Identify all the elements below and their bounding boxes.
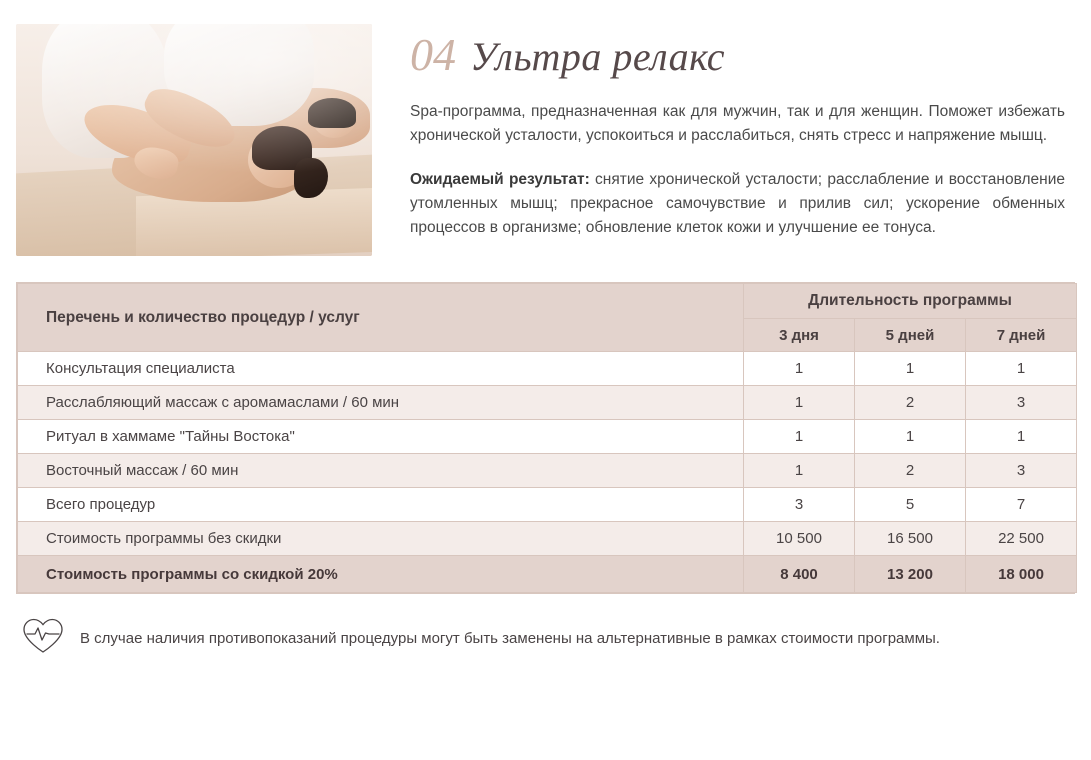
table-row — [18, 386, 1077, 420]
table-row — [18, 488, 1077, 522]
table-row — [18, 454, 1077, 488]
row-value-3-days: 1 — [744, 454, 855, 488]
programs-table-wrapper — [16, 282, 1075, 594]
row-value-7-days: 3 — [966, 454, 1077, 488]
column-header-5-days: 5 дней — [855, 319, 966, 352]
row-value-5-days: 1 — [855, 352, 966, 386]
header-section — [0, 0, 1091, 256]
table-row — [18, 420, 1077, 454]
row-label: Всего процедур — [18, 488, 744, 522]
row-value-7-days: 3 — [966, 386, 1077, 420]
row-label: Стоимость программы без скидки — [18, 522, 744, 556]
row-value-7-days: 22 500 — [966, 522, 1077, 556]
column-header-7-days: 7 дней — [966, 319, 1077, 352]
column-header-duration: Длительность программы — [744, 284, 1077, 319]
table-row — [18, 352, 1077, 386]
row-value-5-days: 2 — [855, 386, 966, 420]
row-value-3-days: 3 — [744, 488, 855, 522]
heartbeat-icon — [20, 616, 66, 661]
table-row-total-discount — [18, 556, 1077, 593]
intro-paragraph: Spa-программа, предназначенная как для мужчин, так и для женщин. Поможет избежать хронической усталости, успокоиться и расслабиться, снять стресс и напряжение мышц. — [410, 103, 1065, 145]
row-label: Консультация специалиста — [18, 352, 744, 386]
result-label: Ожидаемый результат: — [410, 171, 590, 189]
row-value-7-days: 18 000 — [966, 556, 1077, 593]
row-value-3-days: 8 400 — [744, 556, 855, 593]
page-title-row — [410, 29, 1065, 80]
program-number: 04 — [410, 29, 456, 80]
column-header-services: Перечень и количество процедур / услуг — [18, 284, 744, 352]
row-value-5-days: 2 — [855, 454, 966, 488]
table-head-row-1 — [18, 284, 1077, 319]
row-value-3-days: 1 — [744, 352, 855, 386]
table-body — [18, 352, 1077, 593]
row-value-5-days: 5 — [855, 488, 966, 522]
row-value-5-days: 16 500 — [855, 522, 966, 556]
result-text: снятие хронической усталости; расслабление и восстановление утомленных мышц; прекрасное самочувствие и прилив сил; ускорение обменных процессов в организме; обновление клеток кожи и улучшение ее тонуса. — [410, 171, 1065, 237]
row-label: Восточный массаж / 60 мин — [18, 454, 744, 488]
row-label: Ритуал в хаммаме "Тайны Востока" — [18, 420, 744, 454]
result-paragraph — [410, 168, 1065, 240]
row-value-3-days: 1 — [744, 386, 855, 420]
row-label: Стоимость программы со скидкой 20% — [18, 556, 744, 593]
footnote-text: В случае наличия противопоказаний процедуры могут быть заменены на альтернативные в рамках стоимости программы. — [80, 630, 940, 647]
column-header-3-days: 3 дня — [744, 319, 855, 352]
headline-block — [372, 24, 1075, 256]
programs-table — [17, 283, 1077, 593]
photo-light-glow — [16, 24, 372, 256]
row-value-7-days: 1 — [966, 420, 1077, 454]
table-row — [18, 522, 1077, 556]
row-value-3-days: 10 500 — [744, 522, 855, 556]
row-value-5-days: 1 — [855, 420, 966, 454]
footnote — [20, 616, 1075, 661]
row-label: Расслабляющий массаж с аромамаслами / 60 мин — [18, 386, 744, 420]
page-title: Ультра релакс — [470, 34, 726, 79]
spa-massage-photo — [16, 24, 372, 256]
row-value-7-days: 1 — [966, 352, 1077, 386]
row-value-7-days: 7 — [966, 488, 1077, 522]
row-value-5-days: 13 200 — [855, 556, 966, 593]
table-head — [18, 284, 1077, 352]
row-value-3-days: 1 — [744, 420, 855, 454]
